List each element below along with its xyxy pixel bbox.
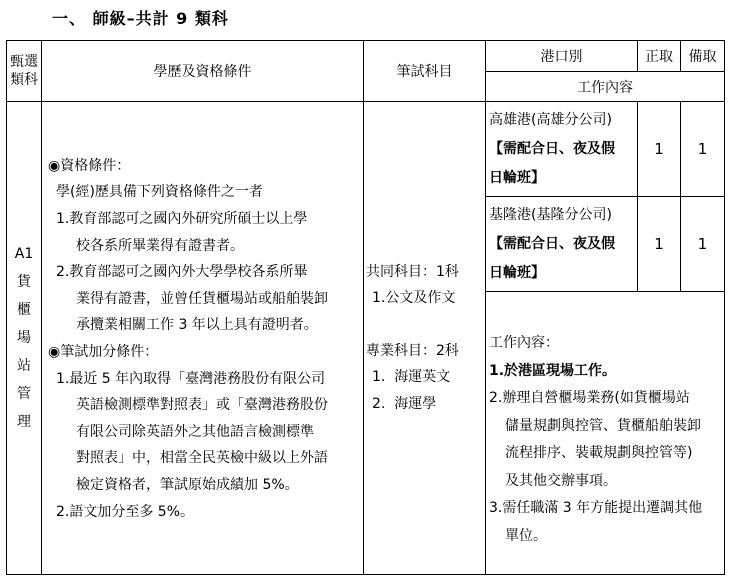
port-name: 基隆港(基隆分公司) <box>489 206 612 223</box>
exam-major-item: 2. 海運學 <box>372 395 437 412</box>
header-category-line-1: 甄選 <box>10 54 38 70</box>
header-category <box>7 41 42 102</box>
port-note: 日輪班】 <box>489 264 545 281</box>
exam-common-label: 共同科目：1科 <box>366 263 459 280</box>
backup-count: 1 <box>681 197 725 292</box>
qualification-line: 2.教育部認可之國內外大學學校各系所畢 <box>56 264 308 281</box>
qualification-line: 對照表」中，相當全民英檢中級以上外語 <box>76 450 328 467</box>
work-line: 3.需任職滿 3 年方能提出遷調其他 <box>489 500 703 516</box>
qualification-line: 承攬業相關工作 3 年以上具有證明者。 <box>76 317 318 334</box>
qualification-line: 2.語文加分至多 5%。 <box>56 503 195 520</box>
backup-count: 1 <box>681 102 725 197</box>
work-line: 流程排序、裝載規劃與控管等) <box>505 445 693 461</box>
work-line: 2.辦理自營櫃場業務(如貨櫃場站 <box>489 390 690 406</box>
port-note: 日輪班】 <box>489 169 545 186</box>
qualification-line: 1.教育部認可之國內外研究所碩士以上學 <box>56 211 308 228</box>
qualification-line: ◉筆試加分條件： <box>48 344 159 360</box>
work-label: 工作內容： <box>489 335 559 351</box>
work-content-cell <box>486 292 725 575</box>
category-cell <box>7 102 42 575</box>
port-kaohsiung <box>486 102 638 197</box>
qualification-line: 1.最近 5 年內取得「臺灣港務股份有限公司 <box>56 370 326 387</box>
header-regular: 正取 <box>638 41 681 72</box>
category-char: 貨 <box>17 274 31 290</box>
exam-major-label: 專業科目：2科 <box>366 342 459 359</box>
exam-common-item: 1.公文及作文 <box>372 290 456 307</box>
regular-count: 1 <box>638 197 681 292</box>
work-line: 1.於港區現場工作。 <box>489 362 617 379</box>
port-note: 【需配合日、夜及假 <box>489 140 615 157</box>
category-code: A1 <box>14 246 34 262</box>
qualification-line: ◉資格條件： <box>48 157 131 174</box>
section-heading: 一、 師級–共計 9 類科 <box>52 9 229 28</box>
category-char: 理 <box>17 414 31 430</box>
qualification-line: 英語檢測標準對照表」或「臺灣港務股份 <box>76 397 328 414</box>
category-char: 站 <box>17 358 31 374</box>
category-char: 櫃 <box>17 302 31 318</box>
category-char: 管 <box>17 386 31 402</box>
header-category-line-2: 類科 <box>10 72 38 88</box>
recruitment-table <box>6 40 725 575</box>
header-port: 港口別 <box>486 41 638 72</box>
qualification-line: 檢定資格者，筆試原始成績加 5%。 <box>76 476 299 493</box>
exam-cell <box>364 102 486 575</box>
qualification-line: 業得有證書，並曾任貨櫃場站或船舶裝卸 <box>76 290 328 307</box>
port-name: 高雄港(高雄分公司) <box>489 111 612 128</box>
header-backup: 備取 <box>681 41 725 72</box>
work-line: 及其他交辦事項。 <box>505 472 617 489</box>
work-line: 單位。 <box>505 527 547 544</box>
port-note: 【需配合日、夜及假 <box>489 235 615 252</box>
category-char: 場 <box>17 330 31 346</box>
exam-major-item: 1. 海運英文 <box>372 369 451 386</box>
header-work: 工作內容 <box>486 72 725 102</box>
header-exam: 筆試科目 <box>364 41 486 102</box>
qualification-cell <box>42 102 364 575</box>
port-keelung <box>486 197 638 292</box>
header-qualification: 學歷及資格條件 <box>42 41 364 102</box>
work-line: 儲量規劃與控管、貨櫃船舶裝卸 <box>505 417 701 434</box>
qualification-line: 學(經)歷具備下列資格條件之一者 <box>56 184 263 201</box>
qualification-line: 校各系所畢業得有證書者。 <box>76 237 244 254</box>
qualification-line: 有限公司除英語外之其他語言檢測標準 <box>76 423 314 440</box>
regular-count: 1 <box>638 102 681 197</box>
